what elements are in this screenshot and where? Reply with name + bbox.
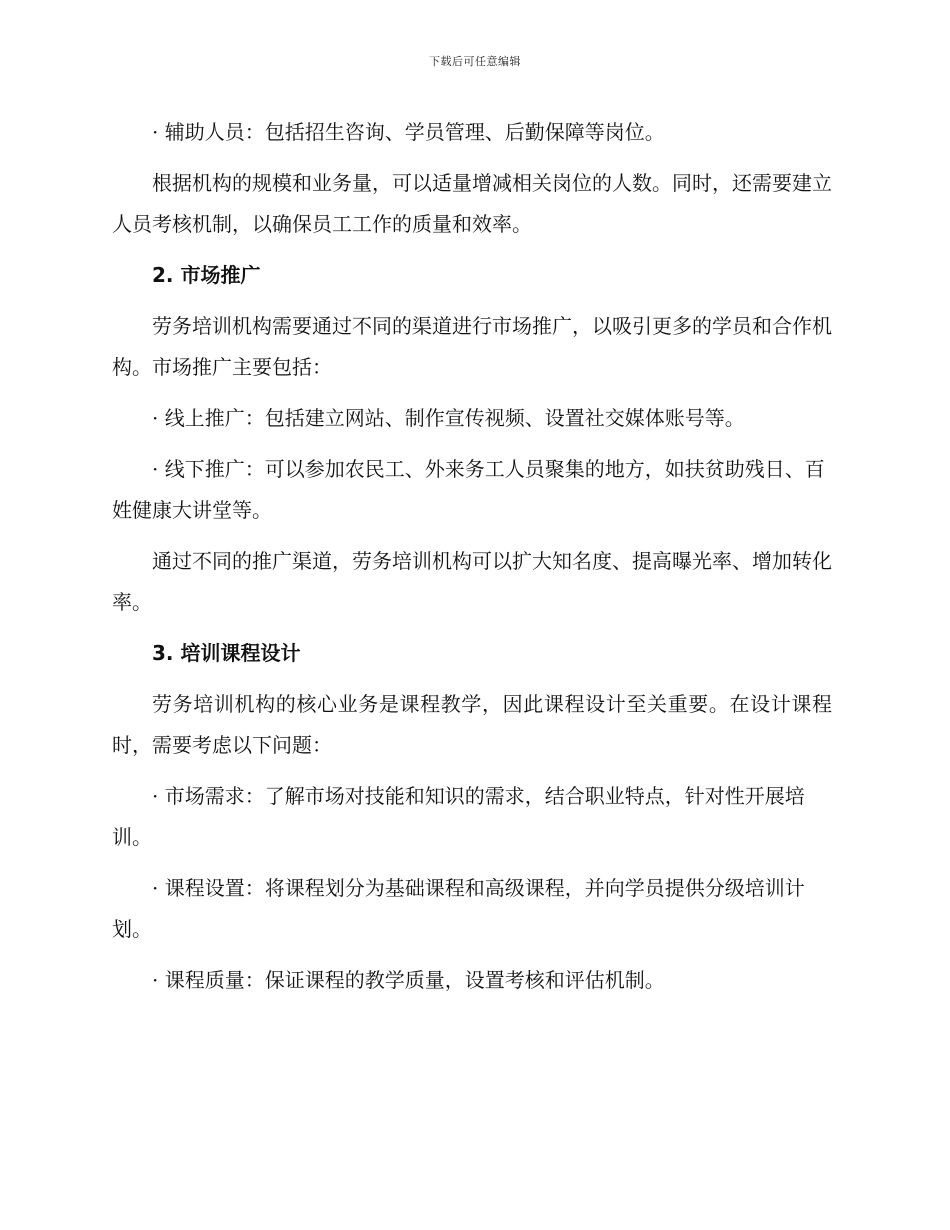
paragraph-marketing-summary: 通过不同的推广渠道，劳务培训机构可以扩大知名度、提高曝光率、增加转化率。 — [112, 549, 832, 614]
paragraph-course-intro: 劳务培训机构的核心业务是课程教学，因此课程设计至关重要。在设计课程时，需要考虑以下问题： — [112, 692, 832, 757]
bullet-support-staff: · 辅助人员：包括招生咨询、学员管理、后勤保障等岗位。 — [152, 120, 665, 144]
bullet-course-setup: · 课程设置：将课程划分为基础课程和高级课程，并向学员提供分级培训计划。 — [112, 876, 805, 941]
section-heading-course-design: 3. 培训课程设计 — [152, 641, 301, 665]
bullet-market-demand: · 市场需求：了解市场对技能和知识的需求，结合职业特点，针对性开展培训。 — [112, 784, 805, 849]
document-body — [112, 112, 832, 1011]
page-header: 下载后可任意编辑 — [429, 55, 521, 68]
section-heading-marketing: 2. 市场推广 — [152, 263, 261, 287]
bullet-online-promotion: · 线上推广：包括建立网站、制作宣传视频、设置社交媒体账号等。 — [152, 406, 745, 430]
bullet-offline-promotion: · 线下推广：可以参加农民工、外来务工人员聚集的地方，如扶贫助残日、百姓健康大讲堂等。 — [112, 457, 825, 522]
paragraph-marketing-intro: 劳务培训机构需要通过不同的渠道进行市场推广，以吸引更多的学员和合作机构。市场推广主要包括： — [112, 314, 832, 379]
bullet-course-quality: · 课程质量：保证课程的教学质量，设置考核和评估机制。 — [152, 968, 665, 992]
paragraph-staffing: 根据机构的规模和业务量，可以适量增减相关岗位的人数。同时，还需要建立人员考核机制，以确保员工工作的质量和效率。 — [112, 171, 832, 236]
